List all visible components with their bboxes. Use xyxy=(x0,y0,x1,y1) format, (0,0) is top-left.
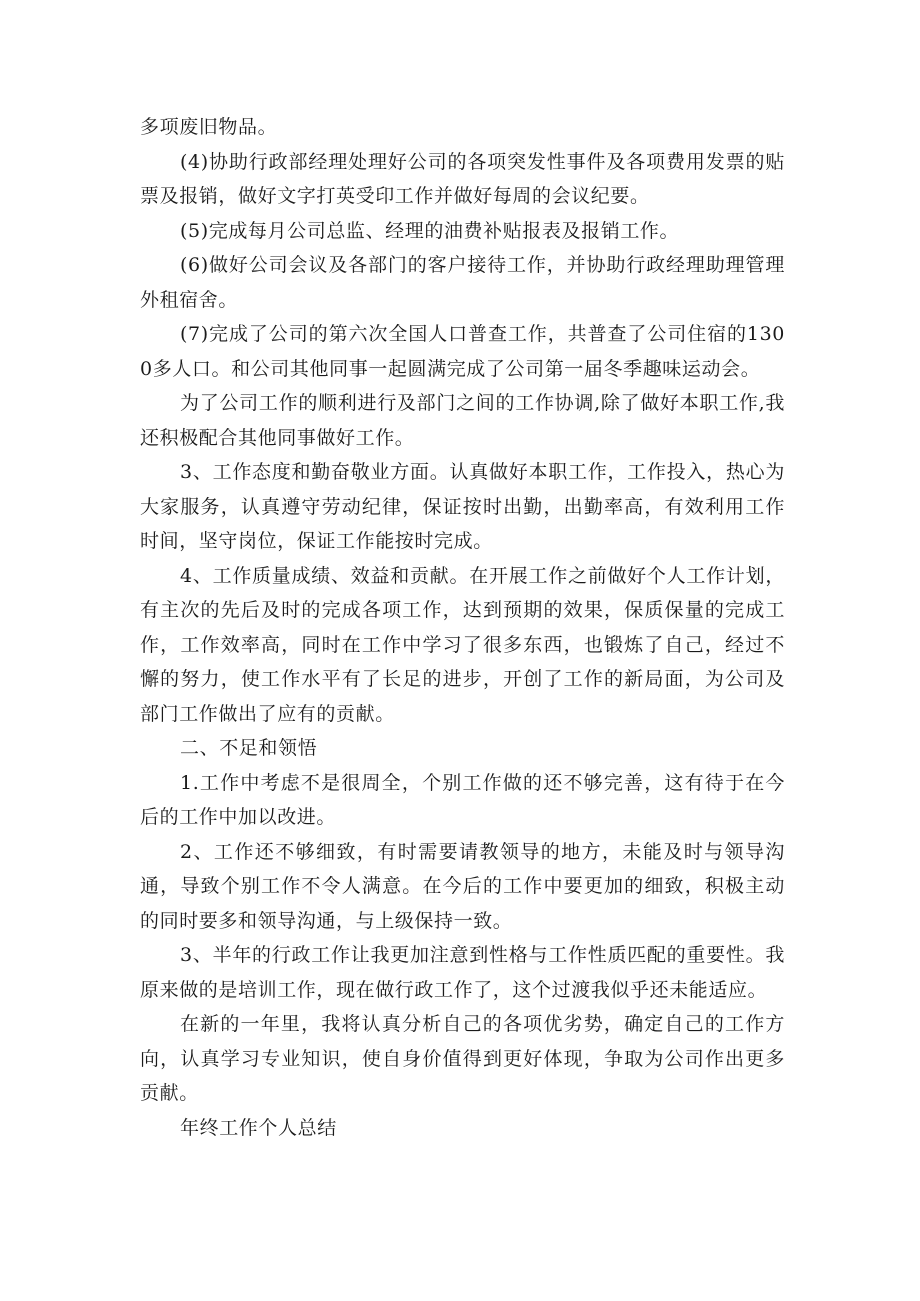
paragraph-1: 多项废旧物品。 xyxy=(140,116,278,138)
section-heading: 二、不足和领悟 xyxy=(180,737,318,759)
paragraph-3: (5)完成每月公司总监、经理的油费补贴报表及报销工作。 xyxy=(180,219,680,242)
document-body xyxy=(140,110,785,1145)
paragraph-13: 在新的一年里，我将认真分析自己的各项优劣势，确定自己的工作方向，认真学习专业知识，使自身价值得到更好体现，争取为公司作出更多贡献。 xyxy=(140,1013,785,1104)
paragraph-12: 3、半年的行政工作让我更加注意到性格与工作性质匹配的重要性。我原来做的是培训工作，现在做行政工作了，这个过渡我似乎还未能适应。 xyxy=(140,944,785,1001)
paragraph-6: 为了公司工作的顺利进行及部门之间的工作协调,除了做好本职工作,我还积极配合其他同事做好工作。 xyxy=(140,392,785,449)
paragraph-5: (7)完成了公司的第六次全国人口普查工作，共普查了公司住宿的1300多人口。和公司其他同事一起圆满完成了公司第一届冬季趣味运动会。 xyxy=(140,323,785,380)
paragraph-2: (4)协助行政部经理处理好公司的各项突发性事件及各项费用发票的贴票及报销，做好文字打英受印工作并做好每周的会议纪要。 xyxy=(140,150,785,207)
paragraph-11: 2、工作还不够细致，有时需要请教领导的地方，未能及时与领导沟通，导致个别工作不令人满意。在今后的工作中要更加的细致，积极主动的同时要多和领导沟通，与上级保持一致。 xyxy=(140,840,785,932)
paragraph-4: (6)做好公司会议及各部门的客户接待工作，并协助行政经理助理管理外租宿舍。 xyxy=(140,254,785,311)
closing-title: 年终工作个人总结 xyxy=(180,1116,337,1139)
paragraph-10: 1.工作中考虑不是很周全，个别工作做的还不够完善，这有待于在今后的工作中加以改进。 xyxy=(140,771,785,828)
paragraph-7: 3、工作态度和勤奋敬业方面。认真做好本职工作，工作投入，热心为大家服务，认真遵守劳动纪律，保证按时出勤，出勤率高，有效利用工作时间，坚守岗位，保证工作能按时完成。 xyxy=(140,461,785,552)
paragraph-8: 4、工作质量成绩、效益和贡献。在开展工作之前做好个人工作计划，有主次的先后及时的完成各项工作，达到预期的效果，保质保量的完成工作，工作效率高，同时在工作中学习了很多东西，也锻炼了自己，经过不懈的努力，使工作水平有了长足的进步，开创了工作的新局面，为公司及部门工作做出了应有的贡献。 xyxy=(140,564,785,725)
